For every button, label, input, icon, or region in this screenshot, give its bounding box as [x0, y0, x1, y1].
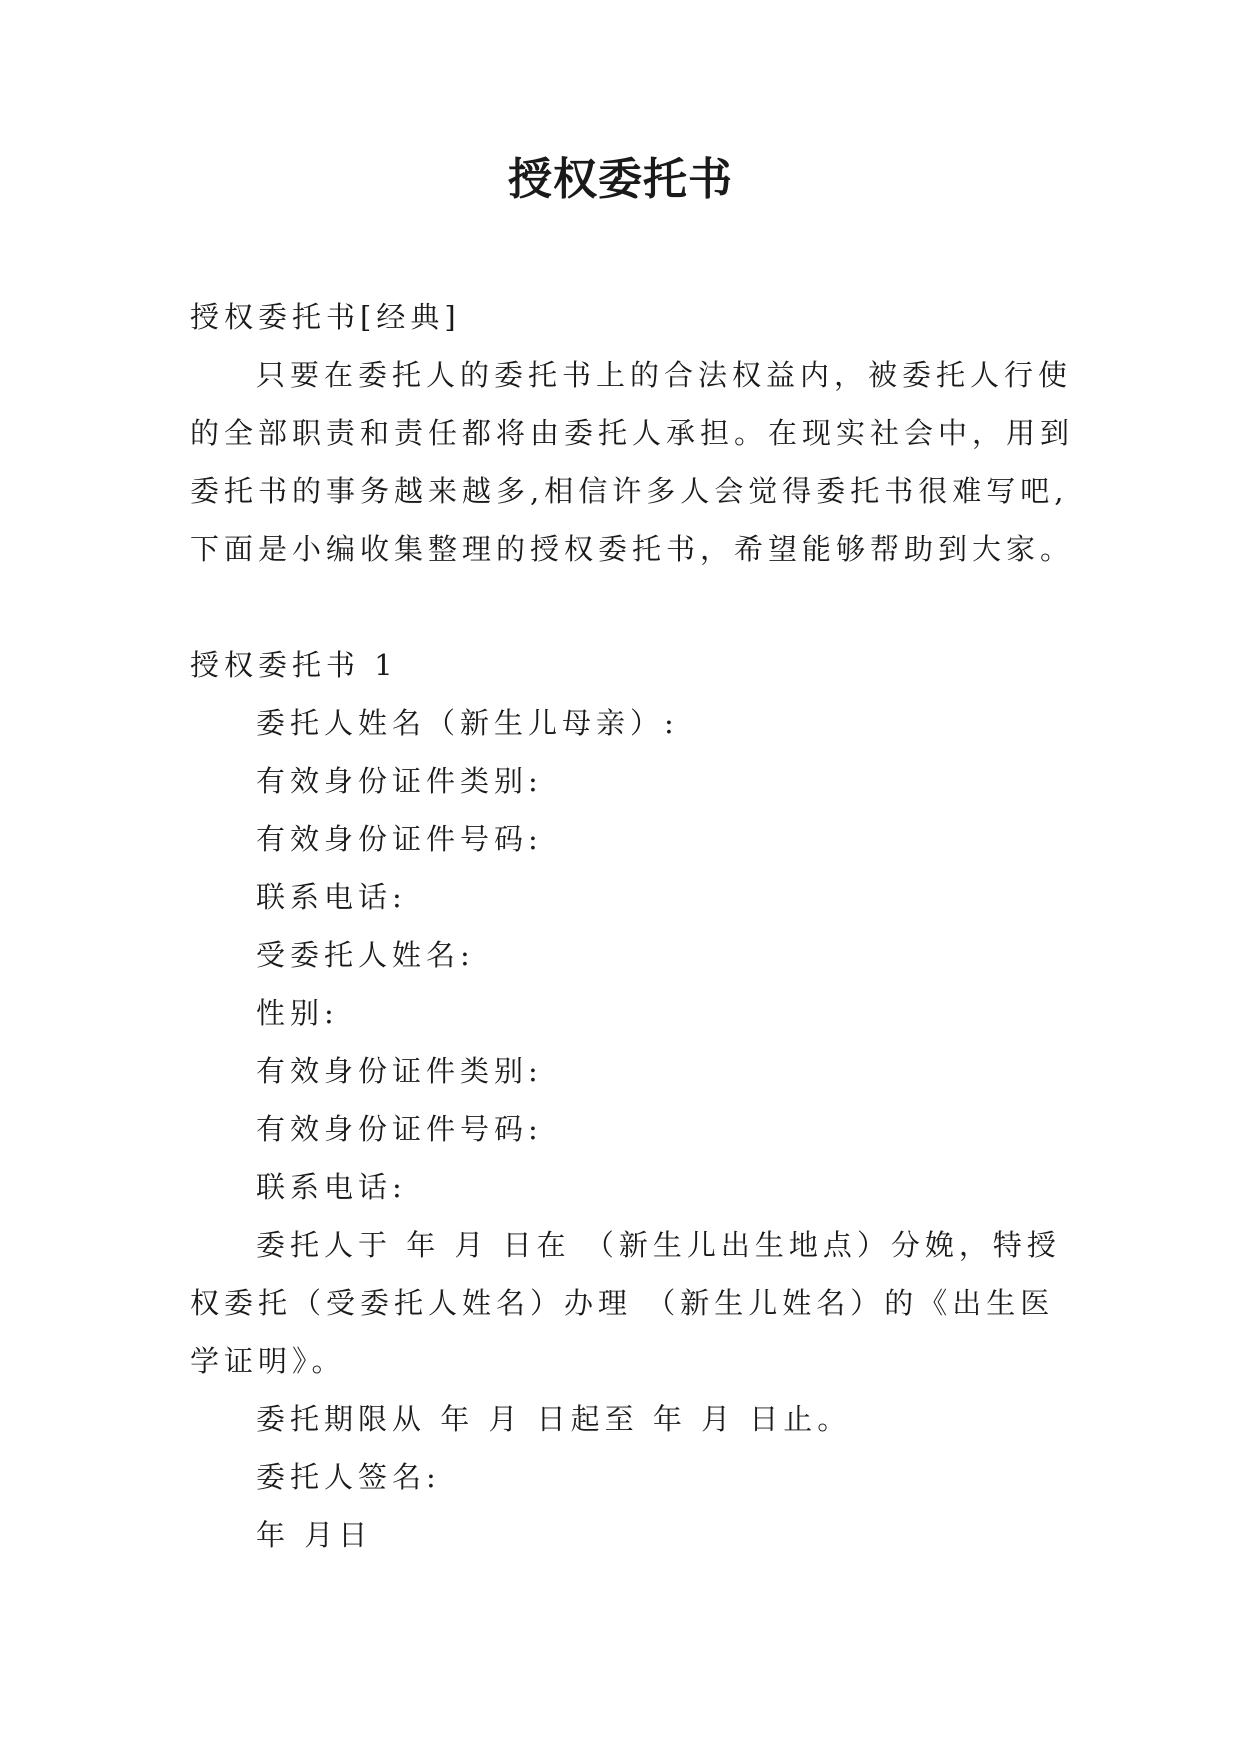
- field-phone: 联系电话:: [256, 880, 407, 914]
- statement-paragraph: [190, 1216, 1070, 1390]
- field-id-number: 有效身份证件号码:: [256, 822, 543, 856]
- intro-paragraph: [190, 346, 1075, 578]
- intro-line: 只要在委托人的委托书上的合法权益内，被委托人行使: [256, 358, 1073, 392]
- intro-line: 下面是小编收集整理的授权委托书，希望能够帮助到大家。: [190, 532, 1075, 566]
- section-heading: 授权委托书 1: [190, 648, 398, 682]
- field-agent-name: 受委托人姓名:: [256, 938, 475, 972]
- form-fields: [190, 694, 1070, 1216]
- statement-line: 委托人于 年 月 日在 （新生儿出生地点）分娩，特授: [256, 1228, 1061, 1262]
- signature-label: 委托人签名:: [256, 1460, 441, 1494]
- paragraph-gap: [190, 578, 1070, 636]
- field-agent-id-number: 有效身份证件号码:: [256, 1112, 543, 1146]
- field-agent-id-type: 有效身份证件类别:: [256, 1054, 543, 1088]
- intro-line: 的全部职责和责任都将由委托人承担。在现实社会中，用到: [190, 416, 1075, 450]
- statement-line: 权委托（受委托人姓名）办理 （新生儿姓名）的《出生医: [190, 1286, 1055, 1320]
- statement-line: 学证明》。: [190, 1344, 346, 1378]
- document-subtitle: 授权委托书[经典]: [190, 300, 461, 334]
- page-title: 授权委托书: [508, 154, 733, 205]
- field-id-type: 有效身份证件类别:: [256, 764, 543, 798]
- date-line: 年 月日: [256, 1518, 373, 1552]
- document-body: [190, 288, 1075, 1564]
- field-agent-phone: 联系电话:: [256, 1170, 407, 1204]
- field-gender: 性别:: [256, 996, 339, 1030]
- field-mother-name: 委托人姓名（新生儿母亲）:: [256, 706, 679, 740]
- period-line: 委托期限从 年 月 日起至 年 月 日止。: [256, 1402, 852, 1436]
- intro-line: 委托书的事务越来越多,相信许多人会觉得委托书很难写吧,: [190, 474, 1069, 508]
